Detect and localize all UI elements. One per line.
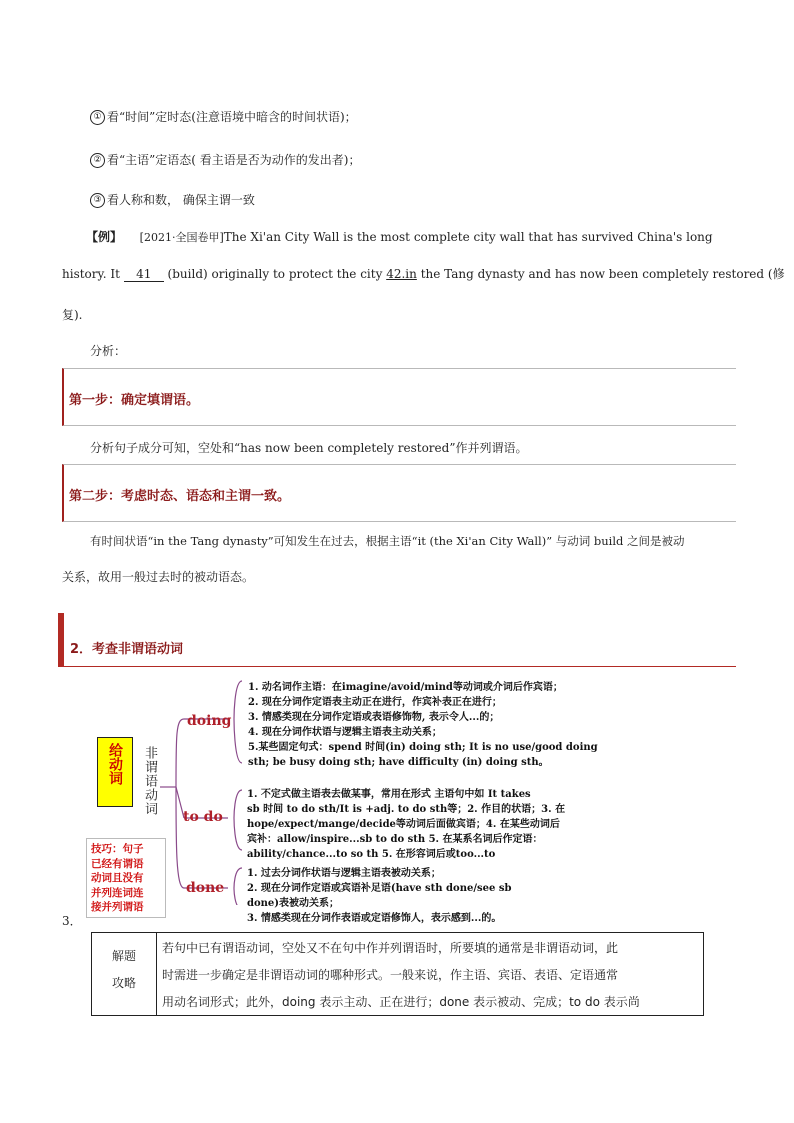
branch-done-text: 1. 过去分词作状语与逻辑主语表被动关系； 2. 现在分词作定语或宾语补足语(have sth done/see sb done)表被动关系； 3. 情感类现在分词作表语或定语修饰人，表示感到...的。 <box>247 868 512 924</box>
example-line-3: 复). <box>62 308 83 322</box>
step-2-title: 第二步：考虑时态、语态和主谓一致。 <box>69 489 291 504</box>
tip-box: 技巧：句子 已经有谓语 动词且没有 并列连词连 接并列谓语 <box>86 838 166 918</box>
branch-doing-key: doing <box>187 713 232 729</box>
step-1-body: 分析句子成分可知，空处和“has now been completely restored”作并列谓语。 <box>90 441 528 455</box>
blank-41: 41 <box>124 267 164 282</box>
branch-doing-text: 1. 动名词作主语：在imagine/avoid/mind等动词或介词后作宾语； 2. 现在分词作定语表主动正在进行，作宾补表正在进行； 3. 情感类现在分词作定语或表语修饰物, 表示令人...的； 4. 现在分词作状语与逻辑主语表主动关系； 5.某些固定句式：spend 时间(in) doing sth; It is no use/good doing sth; be busy doing sth; have difficulty (in) doing sth。 <box>248 682 598 768</box>
circled-number: ③ <box>90 193 105 208</box>
mindmap-connectors <box>150 675 260 905</box>
mindmap-root: 给动词 <box>97 737 133 807</box>
example-source: [2021·全国卷甲] <box>139 231 224 244</box>
step-2-box <box>62 464 736 522</box>
section-divider <box>64 666 736 667</box>
analysis-label: 分析： <box>90 344 127 358</box>
strategy-text: 若句中已有谓语动词，空处又不在句中作并列谓语时，所要填的通常是非谓语动词，此 时需进一步确定是非谓语动词的哪种形式。一般来说，作主语、宾语、表语、定语通常 用动名词形式；此外，doing 表示主动、正在进行；done 表示被动、完成；to do 表示尚 <box>162 941 640 1009</box>
branch-done-key: done <box>186 880 225 896</box>
section-accent-bar <box>58 613 64 667</box>
example-label: 【例】 <box>86 230 123 244</box>
example-line-1: 【例】 [2021·全国卷甲]The Xi'an City Wall is the most complete city wall that has survived China's long <box>86 230 713 244</box>
blank-42: 42.in <box>386 267 417 281</box>
step-1-title: 第一步：确定填谓语。 <box>69 393 200 408</box>
step-2-body-1: 有时间状语“in the Tang dynasty”可知发生在过去，根据主语“it (the Xi'an City Wall)” 与动词 build 之间是被动 <box>90 534 685 548</box>
circled-number: ② <box>90 153 105 168</box>
example-line-2: history. It 41 (build) originally to protect the city 42.in the Tang dynasty and has now been completely restored (修 <box>62 267 785 281</box>
section-2-title: 2．考查非谓语动词 <box>70 642 184 657</box>
strategy-label: 解题 攻略 <box>92 933 157 1015</box>
rule-2: ② 看“主语”定语态( 看主语是否为动作的发出者)； <box>90 151 360 168</box>
branch-todo-text: 1. 不定式做主语表去做某事，常用在形式 主语句中如 It takes sb 时间 to do sth/It is +adj. to do sth等；2. 作目的状语；3. 在 hope/expect/mange/decide等动词后面做宾语；4. 在某些动词后 宾补：allow/inspire...sb to do sth 5. 在某系名词后作定语： ability/chance...to so th 5. 在形容词后或too...to <box>247 789 566 860</box>
rule-3: ③ 看人称和数， 确保主谓一致 <box>90 191 255 208</box>
branch-todo-key: to do <box>183 809 223 825</box>
mindmap-sub: 非谓语动词 <box>142 746 157 816</box>
circled-number: ① <box>90 110 105 125</box>
step-2-body-2: 关系，故用一般过去时的被动语态。 <box>62 570 255 584</box>
item-3-number: 3． <box>62 914 82 928</box>
strategy-table <box>91 932 704 1016</box>
step-1-box <box>62 368 736 426</box>
rule-1: ① 看“时间”定时态(注意语境中暗含的时间状语)； <box>90 108 357 125</box>
